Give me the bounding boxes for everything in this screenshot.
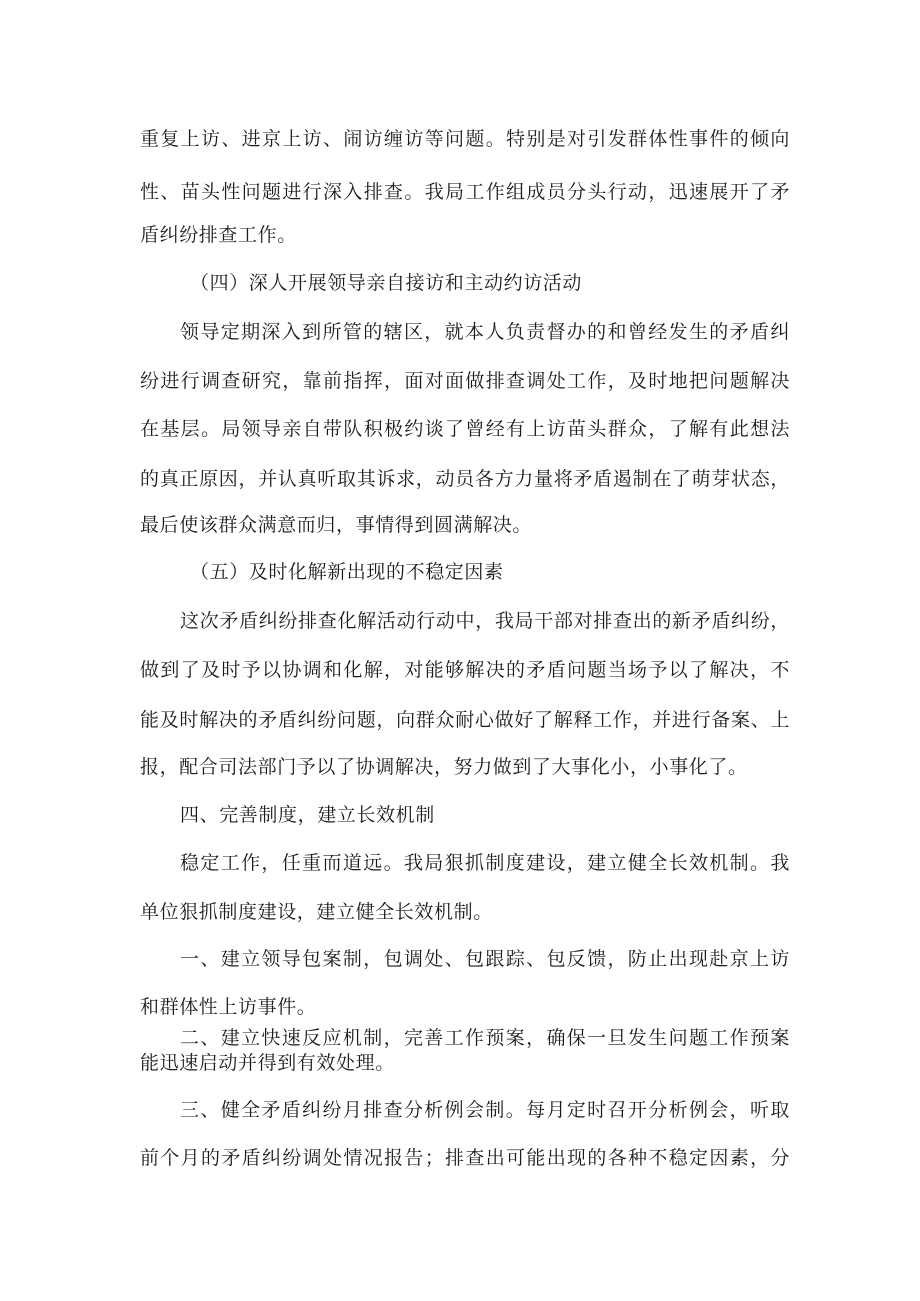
paragraph-line: 重复上访、进京上访、闹访缠访等问题。特别是对引发群体性事件的倾向 [140,128,790,150]
paragraph-line: 报，配合司法部门予以了协调解决，努力做到了大事化小，小事化了。 [140,756,748,778]
paragraph-line: 能迅速启动并得到有效处理。 [140,1052,395,1074]
paragraph-line: 盾纠纷排查工作。 [140,224,297,246]
paragraph-line: 的真正原因，并认真听取其诉求，动员各方力量将矛盾遏制在了萌芽状态， [140,468,790,490]
paragraph-line: 前个月的矛盾纠纷调处情况报告；排查出可能出现的各种不稳定因素，分 [140,1147,790,1169]
paragraph-line: 领导定期深入到所管的辖区，就本人负责督办的和曾经发生的矛盾纠 [180,321,790,343]
section-heading: （五）及时化解新出现的不稳定因素 [190,561,504,583]
paragraph-line: 做到了及时予以协调和化解，对能够解决的矛盾问题当场予以了解决，不 [140,659,790,681]
paragraph-line: 最后使该群众满意而归，事情得到圆满解决。 [140,514,533,536]
paragraph-line: 这次矛盾纠纷排查化解活动行动中，我局干部对排查出的新矛盾纠纷， [180,610,790,632]
paragraph-line: 纷进行调查研究，靠前指挥，面对面做排查调处工作，及时地把问题解决 [140,370,790,392]
paragraph-line: 单位狠抓制度建设，建立健全长效机制。 [140,901,493,923]
paragraph-line: 性、苗头性问题进行深入排查。我局工作组成员分头行动，迅速展开了矛 [140,181,790,203]
section-heading: 四、完善制度，建立长效机制 [180,804,435,826]
paragraph-line: 一、建立领导包案制，包调处、包跟踪、包反馈，防止出现赴京上访 [180,948,790,970]
paragraph-line: 在基层。局领导亲自带队积极约谈了曾经有上访苗头群众，了解有此想法 [140,418,790,440]
paragraph-line: 二、建立快速反应机制，完善工作预案，确保一旦发生问题工作预案 [180,1027,790,1049]
paragraph-line: 稳定工作，任重而道远。我局狠抓制度建设，建立健全长效机制。我 [180,852,790,874]
paragraph-line: 能及时解决的矛盾纠纷问题，向群众耐心做好了解释工作，并进行备案、上 [140,709,790,731]
section-heading: （四）深人开展领导亲自接访和主动约访活动 [190,272,583,294]
paragraph-line: 三、健全矛盾纠纷月排查分析例会制。每月定时召开分析例会，听取 [180,1099,790,1121]
paragraph-line: 和群体性上访事件。 [140,996,317,1018]
